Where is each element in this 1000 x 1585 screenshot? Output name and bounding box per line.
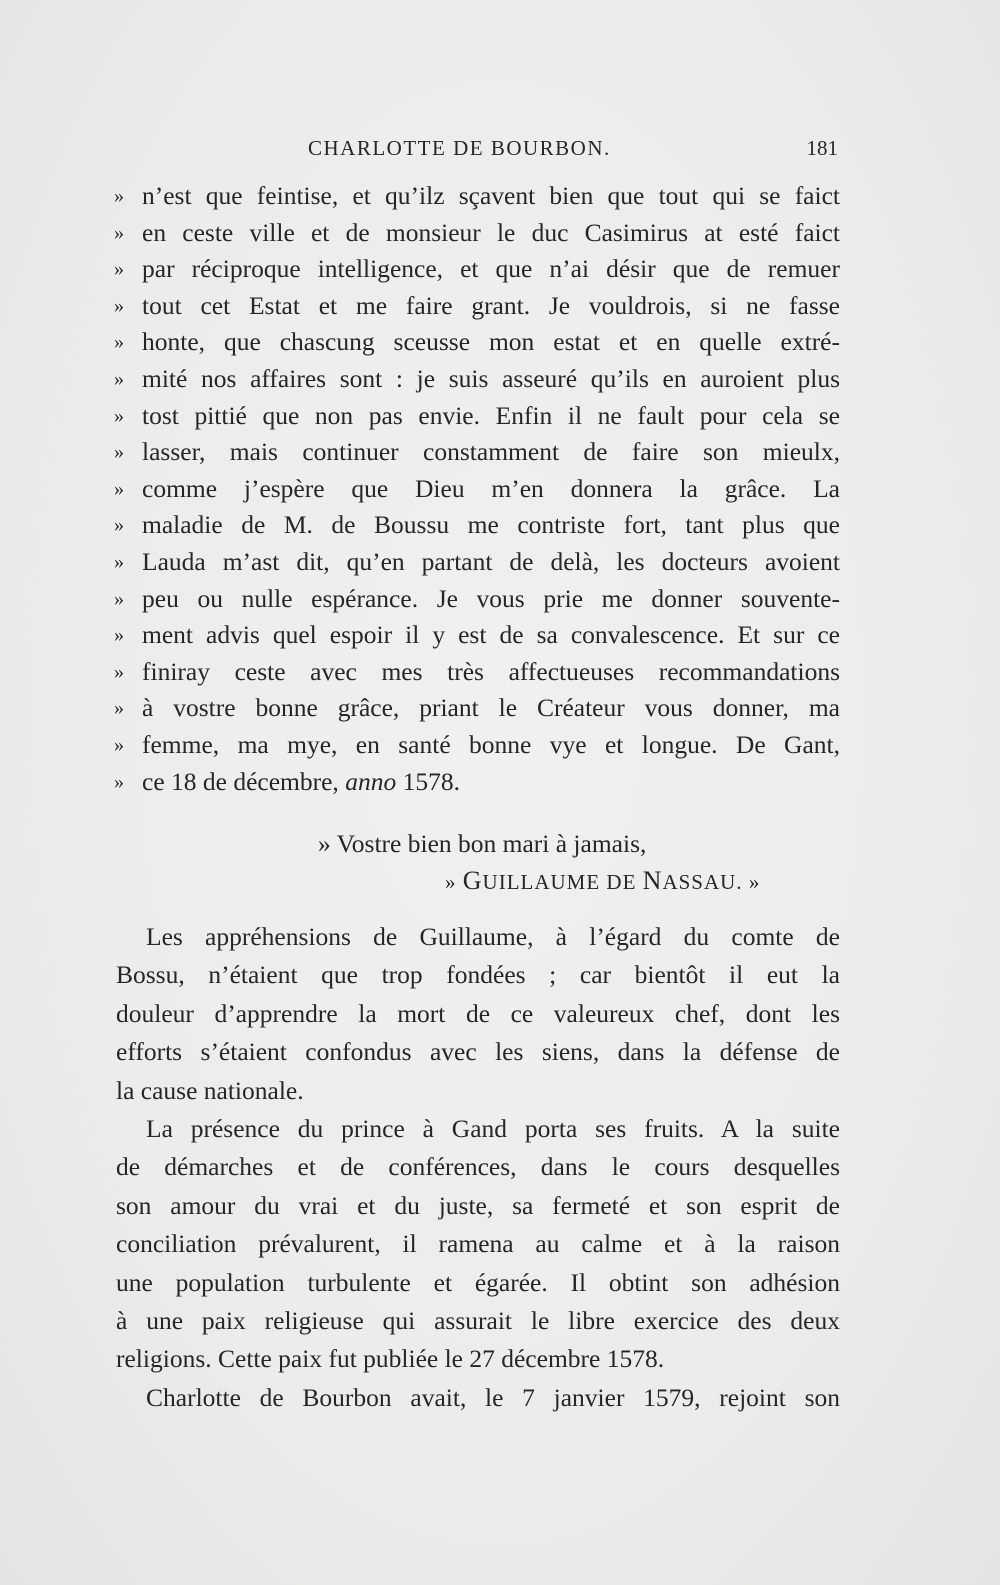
letter-line-text: maladie de M. de Boussu me contriste fort, tant plus que [142,510,840,540]
paragraph-line: la cause nationale. [116,1075,304,1105]
quote-mark: » [114,185,124,207]
quote-mark: » [114,514,124,537]
running-head: CHARLOTTE DE BOURBON. [308,136,611,160]
letter-line [114,288,840,325]
letter-line-text: finiray ceste avec mes très affectueuses recommandations [142,656,840,686]
paragraph-line: une population turbulente et égarée. Il obtint son adhésion [116,1267,840,1297]
letter-signature [445,863,760,900]
letter-line [114,507,840,544]
letter-line [114,361,840,398]
signature-open-quote: » [445,870,457,894]
signature-part-2: ASSAU. [662,870,743,894]
quote-mark: » [114,331,124,354]
letter-line [114,617,840,654]
date-line-start: ce 18 de décembre, [142,766,339,796]
signature-close-quote: » [748,870,761,894]
quote-mark: » [114,404,124,427]
letter-line [114,727,840,764]
page-number: 181 [806,136,838,160]
quote-mark: » [114,770,124,793]
paragraph-line: efforts s’étaient confondus avec les siens, dans la défense de [116,1037,840,1067]
quote-mark: » [114,367,124,390]
letter-line-text: honte, que chascung sceusse mon estat et en quelle extré- [142,327,840,357]
letter-line [114,178,840,215]
quote-mark: » [114,294,124,317]
letter-line-text: Lauda m’ast dit, qu’en partant de delà, les docteurs avoient [142,546,840,576]
letter-line-text: femme, ma mye, en santé bonne vye et longue. De Gant, [142,729,840,759]
page-header [118,130,838,166]
quote-mark: » [114,587,124,610]
letter-date-line [114,764,840,801]
letter-line-text: ment advis quel espoir il y est de sa convalescence. Et sur ce [142,620,840,650]
paragraph-line: douleur d’apprendre la mort de ce valeureux chef, dont les [116,998,840,1028]
letter-line-text: mité nos affaires sont : je suis asseuré qu’ils en auroient plus [142,363,840,393]
paragraph-line: à une paix religieuse qui assurait le libre exercice des deux [116,1305,840,1335]
letter-line [114,398,840,435]
quote-mark: » [114,441,124,464]
letter-line-text: en ceste ville et de monsieur le duc Casimirus at esté faict [142,217,840,247]
paragraph-line: Les appréhensions de Guillaume, à l’égard du comte de [146,922,840,951]
paragraph-line: Bossu, n’étaient que trop fondées ; car bientôt il eut la [116,960,840,990]
quote-mark: » [114,550,124,573]
paragraph-line: son amour du vrai et du juste, sa fermeté et son esprit de [116,1190,840,1220]
letter-line-text: peu ou nulle espérance. Je vous prie me donner souvente- [142,583,840,613]
letter-line-text: par réciproque intelligence, et que n’ai désir que de remuer [142,254,840,284]
letter-line-text: à vostre bonne grâce, priant le Créateur vous donner, ma [142,693,840,723]
letter-line [114,581,840,618]
letter-line-text: n’est que feintise, et qu’ilz sçavent bien que tout qui se faict [142,181,840,210]
letter-line [114,690,840,727]
paragraph-line: La présence du prince à Gand porta ses fruits. A la suite [146,1113,840,1143]
letter-signoff: » Vostre bien bon mari à jamais, [318,829,647,858]
quote-mark: » [114,221,124,244]
quote-mark: » [114,477,124,500]
letter-line [114,251,840,288]
paragraph-line: religions. Cette paix fut publiée le 27 décembre 1578. [116,1344,665,1374]
letter-line [114,544,840,581]
signature-part-1: UILLAUME DE [482,870,637,894]
letter-line-text: comme j’espère que Dieu m’en donnera la grâce. La [142,473,840,503]
date-line-end: 1578. [402,766,460,796]
quote-mark: » [114,624,124,647]
paragraph-line: conciliation prévalurent, il ramena au calme et à la raison [116,1229,840,1259]
quote-mark: » [114,733,124,756]
letter-line [114,471,840,508]
quote-mark: » [114,697,124,720]
body-text [116,918,840,1417]
signature-initial-n: N [642,866,663,895]
quote-mark: » [114,660,124,683]
paragraph-line: Charlotte de Bourbon avait, le 7 janvier 1579, rejoint son [146,1382,840,1412]
paragraph-line: de démarches et de conférences, dans le cours desquelles [116,1152,840,1182]
letter-line [114,324,840,361]
letter-line-text: tout cet Estat et me faire grant. Je vouldrois, si ne fasse [142,290,840,320]
letter-line [114,215,840,252]
signature-initial-g: G [462,866,483,895]
letter-line-text: lasser, mais continuer constamment de faire son mieulx, [142,437,840,467]
letter-line [114,654,840,691]
quote-mark: » [114,258,124,281]
quoted-letter [114,178,840,800]
letter-line-text: tost pittié que non pas envie. Enfin il ne fault pour cela se [142,400,840,430]
date-line-italic: anno [345,766,397,796]
letter-line [114,434,840,471]
